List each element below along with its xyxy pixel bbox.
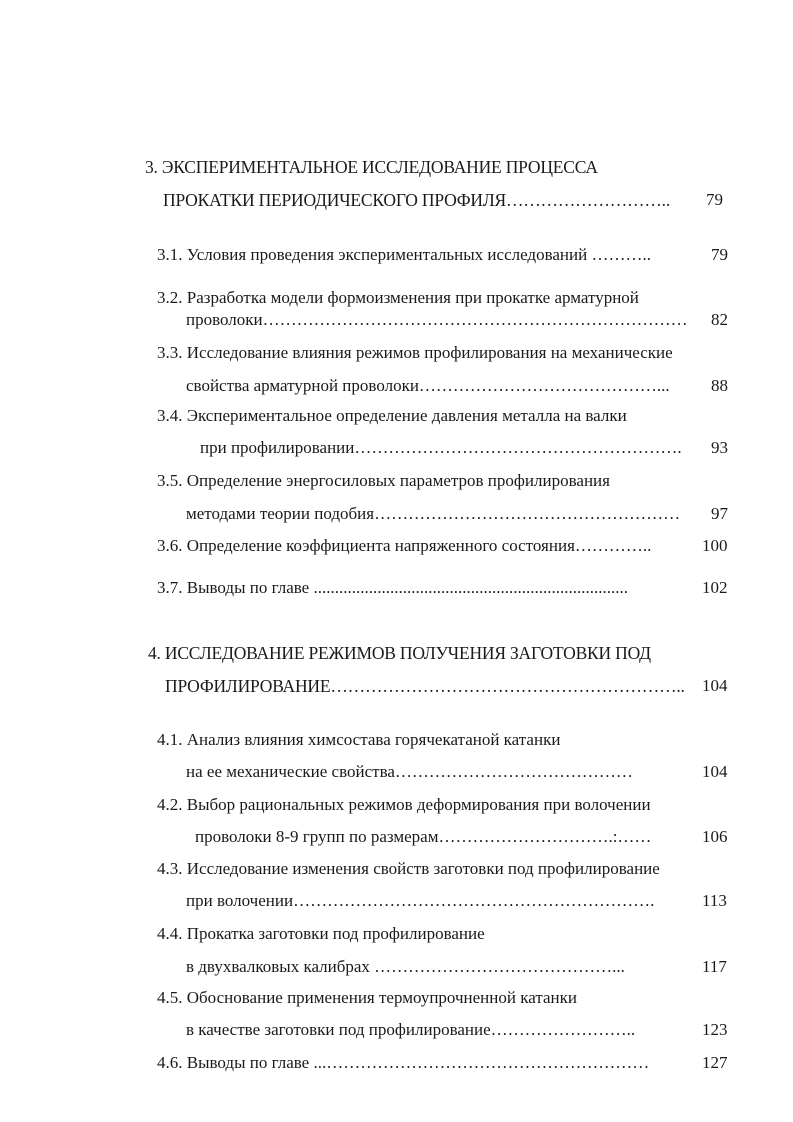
toc-entry-continued: свойства арматурной проволоки……………………………………... bbox=[186, 376, 670, 395]
toc-entry-continued: в качестве заготовки под профилирование…………………….. bbox=[186, 1020, 636, 1039]
page-number: 113 bbox=[702, 891, 727, 910]
page-number: 79 bbox=[711, 245, 728, 264]
page-number: 127 bbox=[702, 1053, 728, 1072]
toc-entry: 3.3. Исследование влияния режимов профилирования на механические bbox=[157, 343, 673, 362]
toc-entry: 3.2. Разработка модели формоизменения при прокатке арматурной bbox=[157, 288, 639, 307]
chapter-title: 3. ЭКСПЕРИМЕНТАЛЬНОЕ ИССЛЕДОВАНИЕ ПРОЦЕССА bbox=[145, 157, 598, 177]
chapter-title-continued: ПРОФИЛИРОВАНИЕ…………………………………………………….. bbox=[165, 676, 685, 696]
page-number: 106 bbox=[702, 827, 728, 846]
toc-entry: 3.6. Определение коэффициента напряженного состояния………….. bbox=[157, 536, 652, 555]
chapter-title-continued: ПРОКАТКИ ПЕРИОДИЧЕСКОГО ПРОФИЛЯ……………………….. bbox=[163, 190, 671, 210]
toc-entry-continued: проволоки………………………………………………………………… bbox=[186, 310, 688, 329]
toc-entry: 3.7. Выводы по главе .......................................................................... bbox=[157, 578, 628, 597]
page-number: 117 bbox=[702, 957, 727, 976]
page-number: 102 bbox=[702, 578, 728, 597]
page-number: 104 bbox=[702, 676, 728, 695]
toc-entry: 3.5. Определение энергосиловых параметров профилирования bbox=[157, 471, 610, 490]
toc-entry: 4.1. Анализ влияния химсостава горячекатаной катанки bbox=[157, 730, 561, 749]
toc-entry-continued: в двухвалковых калибрах ……………………………………... bbox=[186, 957, 625, 976]
page-number: 123 bbox=[702, 1020, 728, 1039]
toc-entry: 4.6. Выводы по главе ...………………………………………………… bbox=[157, 1053, 650, 1072]
toc-entry-continued: на ее механические свойства…………………………………… bbox=[186, 762, 633, 781]
toc-entry-continued: при профилировании…………………………………………………. bbox=[200, 438, 682, 457]
toc-entry: 3.4. Экспериментальное определение давления металла на валки bbox=[157, 406, 627, 425]
page-number: 88 bbox=[711, 376, 728, 395]
toc-entry: 3.1. Условия проведения экспериментальных исследований ……….. bbox=[157, 245, 651, 264]
chapter-title: 4. ИССЛЕДОВАНИЕ РЕЖИМОВ ПОЛУЧЕНИЯ ЗАГОТОВКИ ПОД bbox=[148, 643, 651, 663]
toc-entry: 4.5. Обоснование применения термоупрочненной катанки bbox=[157, 988, 577, 1007]
page-number: 79 bbox=[706, 190, 723, 209]
page-number: 104 bbox=[702, 762, 728, 781]
toc-entry-continued: методами теории подобия……………………………………………… bbox=[186, 504, 681, 523]
toc-entry: 4.4. Прокатка заготовки под профилирование bbox=[157, 924, 485, 943]
toc-entry: 4.2. Выбор рациональных режимов деформирования при волочении bbox=[157, 795, 651, 814]
page-number: 82 bbox=[711, 310, 728, 329]
toc-entry-continued: при волочении………………………………………………………. bbox=[186, 891, 655, 910]
page-number: 100 bbox=[702, 536, 728, 555]
page-number: 97 bbox=[711, 504, 728, 523]
page-number: 93 bbox=[711, 438, 728, 457]
toc-entry: 4.3. Исследование изменения свойств заготовки под профилирование bbox=[157, 859, 660, 878]
toc-entry-continued: проволоки 8-9 групп по размерам………………………….:…… bbox=[195, 827, 652, 846]
